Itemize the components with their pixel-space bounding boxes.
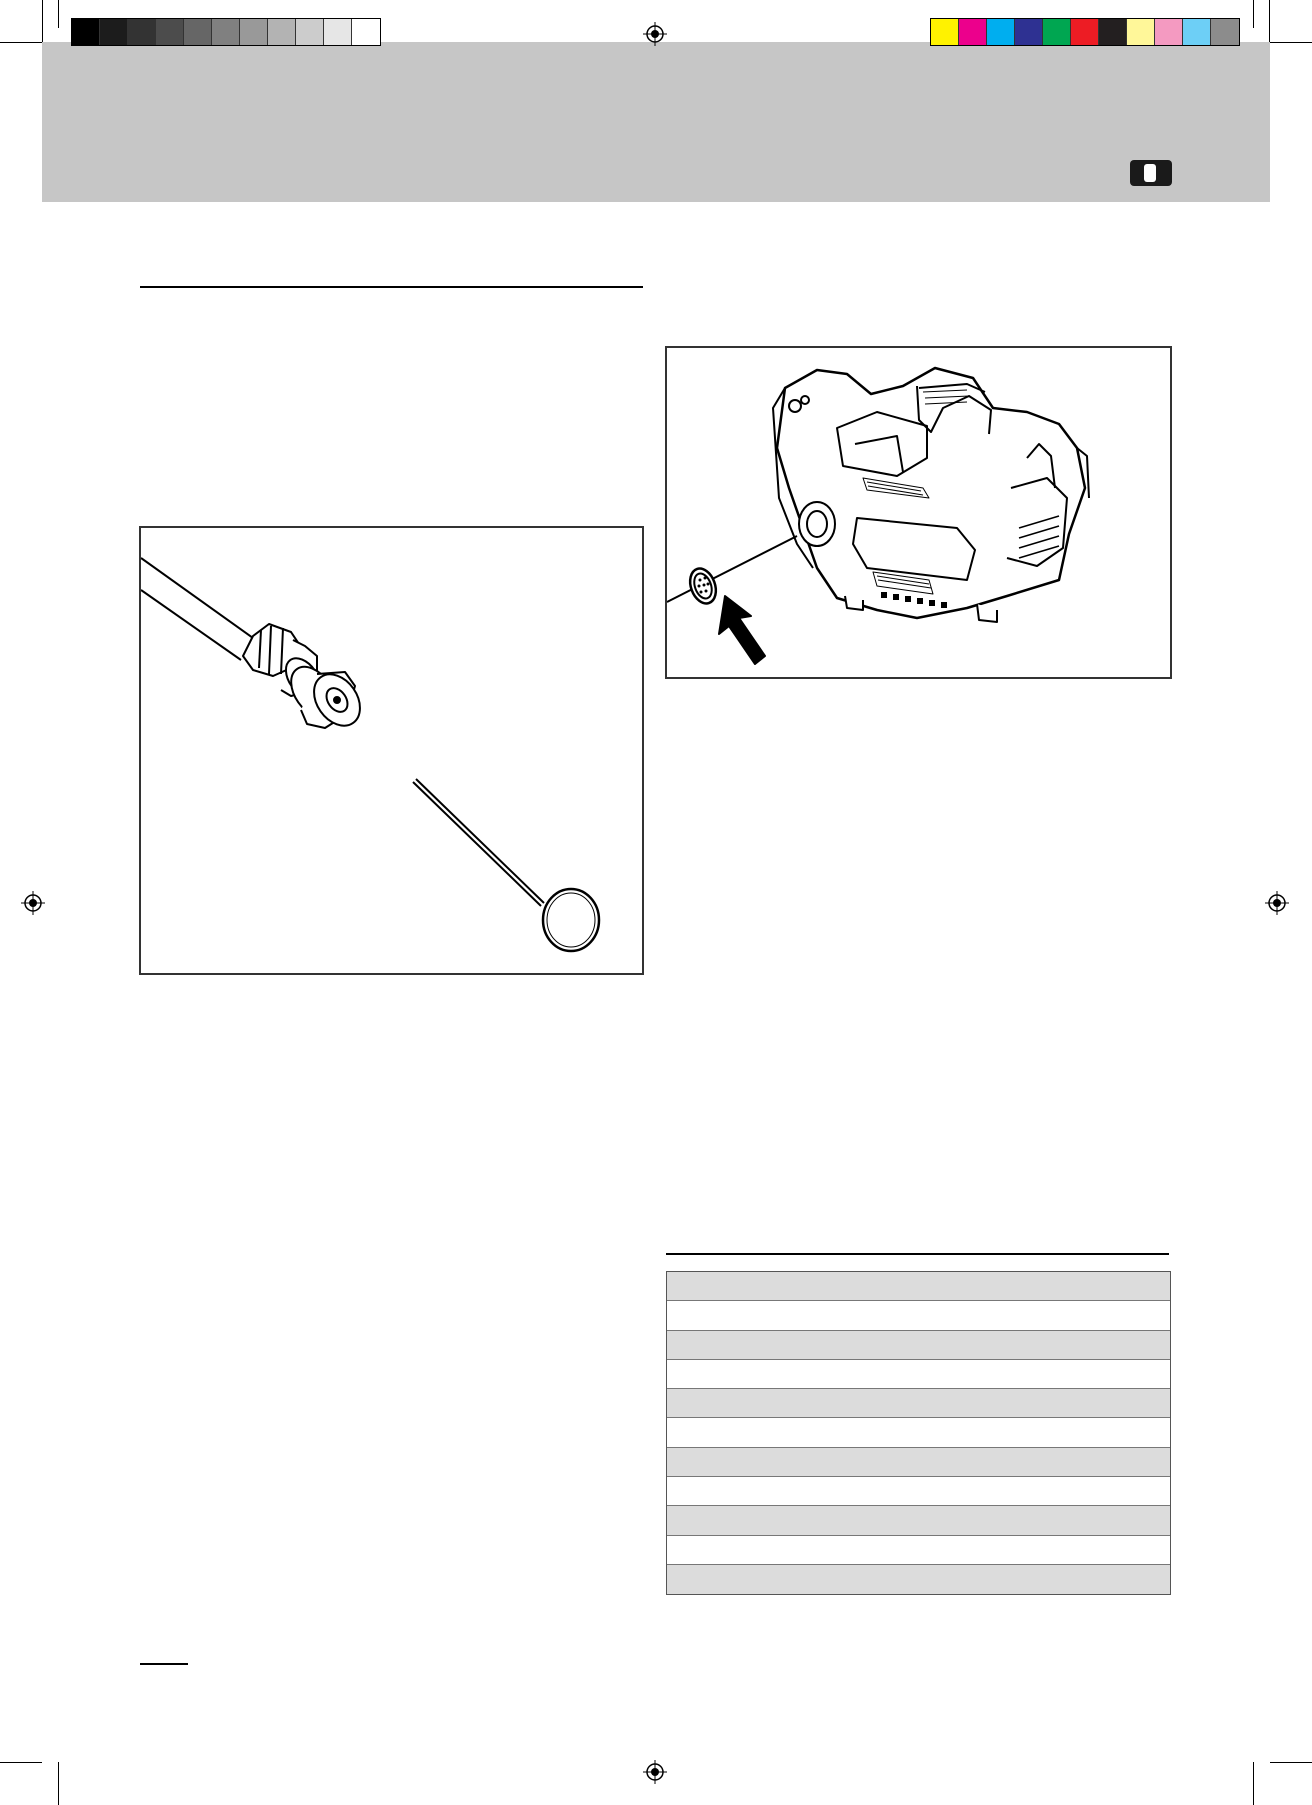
crop-mark — [1269, 0, 1270, 42]
registration-mark-icon — [643, 1760, 667, 1784]
color-swatch — [1127, 19, 1155, 45]
table-row — [667, 1331, 1170, 1360]
color-swatch — [184, 19, 212, 45]
color-swatch — [156, 19, 184, 45]
color-swatch — [987, 19, 1015, 45]
crop-mark — [0, 42, 42, 43]
color-swatch — [352, 19, 380, 45]
color-swatch — [128, 19, 156, 45]
color-swatch — [268, 19, 296, 45]
color-swatch — [1155, 19, 1183, 45]
specification-table — [666, 1271, 1171, 1595]
color-swatch — [1211, 19, 1239, 45]
color-swatch — [1015, 19, 1043, 45]
process-color-bar — [930, 18, 1240, 46]
grayscale-color-bar — [71, 18, 381, 46]
color-swatch — [1071, 19, 1099, 45]
inlet-filter-figure — [665, 346, 1172, 679]
crop-mark — [1253, 0, 1254, 28]
table-row — [667, 1418, 1170, 1447]
table-row — [667, 1448, 1170, 1477]
table-row — [667, 1477, 1170, 1506]
crop-mark — [42, 0, 43, 42]
color-swatch — [72, 19, 100, 45]
color-swatch — [959, 19, 987, 45]
table-row — [667, 1389, 1170, 1418]
nozzle-cleaning-figure — [139, 526, 644, 975]
inlet-filter-removal-illustration — [667, 348, 1170, 677]
registration-mark-icon — [21, 891, 45, 915]
color-swatch — [240, 19, 268, 45]
crop-mark — [1270, 42, 1312, 43]
registration-mark-icon — [1265, 891, 1289, 915]
header-band — [42, 42, 1270, 202]
color-swatch — [296, 19, 324, 45]
crop-mark — [1253, 1762, 1254, 1805]
crop-mark — [1270, 1762, 1312, 1763]
registration-mark-icon — [643, 22, 667, 46]
color-swatch — [1099, 19, 1127, 45]
table-row — [667, 1506, 1170, 1535]
table-row — [667, 1360, 1170, 1389]
table-row — [667, 1536, 1170, 1565]
section-rule-left — [140, 286, 643, 288]
language-tab-icon — [1130, 160, 1172, 186]
color-swatch — [324, 19, 352, 45]
table-row — [667, 1301, 1170, 1330]
crop-mark — [58, 1762, 59, 1805]
color-swatch — [100, 19, 128, 45]
color-swatch — [1183, 19, 1211, 45]
color-swatch — [931, 19, 959, 45]
nozzle-cleaning-needle-illustration — [141, 528, 642, 973]
crop-mark — [0, 1762, 42, 1763]
crop-mark — [58, 0, 59, 28]
color-swatch — [212, 19, 240, 45]
section-rule-right — [666, 1253, 1169, 1255]
table-row — [667, 1565, 1170, 1594]
table-row — [667, 1272, 1170, 1301]
color-swatch — [1043, 19, 1071, 45]
page-number-rule — [140, 1663, 188, 1665]
